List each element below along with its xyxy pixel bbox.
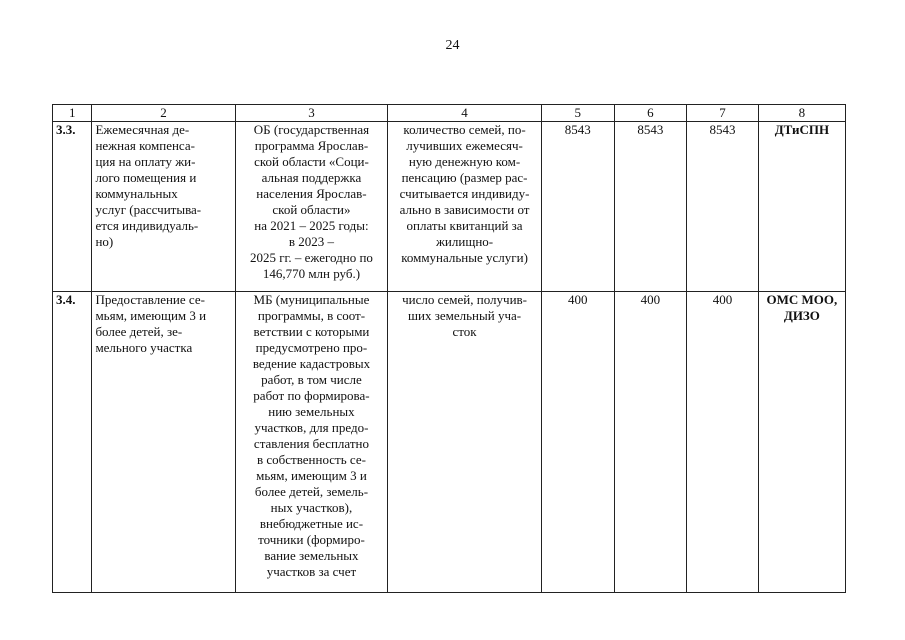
table-header-row (53, 105, 846, 122)
column-header-6: 6 (614, 105, 687, 122)
column-header-8: 8 (758, 105, 845, 122)
table-row (53, 292, 846, 593)
measure-name: Ежемесячная де- нежная компенса- ция на оплату жи- лого помещения и коммунальных услуг (рассчитыва- ется индивидуаль- но) (92, 122, 235, 292)
table-row (53, 122, 846, 292)
value-year-3: 8543 (687, 122, 759, 292)
column-header-4: 4 (388, 105, 542, 122)
indicator: количество семей, по- лучивших ежемесяч- ную денежную ком- пенсацию (размер рас- считывается индивиду- ально в зависимости от оплаты квитанций за жилищно- коммунальные услуги) (388, 122, 542, 292)
column-header-5: 5 (541, 105, 614, 122)
page-number: 24 (445, 38, 460, 53)
funding-source: МБ (муниципальные программы, в соот- ветствии с которыми предусмотрено про- ведение кадастровых работ, в том числе работ по формирова- нию земельных участков, для предо- ставления бесплатно в собственность се- мьям, имеющим 3 и более детей, земель- ных участков), внебюджетные ис- точники (формиро- вание земельных участков за счет (235, 292, 388, 593)
column-header-7: 7 (687, 105, 759, 122)
value-year-1: 8543 (541, 122, 614, 292)
value-year-3: 400 (687, 292, 759, 593)
funding-source: ОБ (государственная программа Ярослав- ской области «Соци- альная поддержка населения Ярослав- ской области» на 2021 – 2025 годы: в 2023 – 2025 гг. – ежегодно по 146,770 млн руб.) (235, 122, 388, 292)
value-year-2: 8543 (614, 122, 687, 292)
row-number: 3.3. (53, 122, 92, 292)
measures-table (52, 104, 846, 593)
executor: ОМС МОО, ДИЗО (758, 292, 845, 593)
measure-name: Предоставление се- мьям, имеющим 3 и более детей, зе- мельного участка (92, 292, 235, 593)
value-year-2: 400 (614, 292, 687, 593)
executor: ДТиСПН (758, 122, 845, 292)
column-header-3: 3 (235, 105, 388, 122)
row-number: 3.4. (53, 292, 92, 593)
value-year-1: 400 (541, 292, 614, 593)
indicator: число семей, получив- ших земельный уча- сток (388, 292, 542, 593)
column-header-2: 2 (92, 105, 235, 122)
column-header-1: 1 (53, 105, 92, 122)
